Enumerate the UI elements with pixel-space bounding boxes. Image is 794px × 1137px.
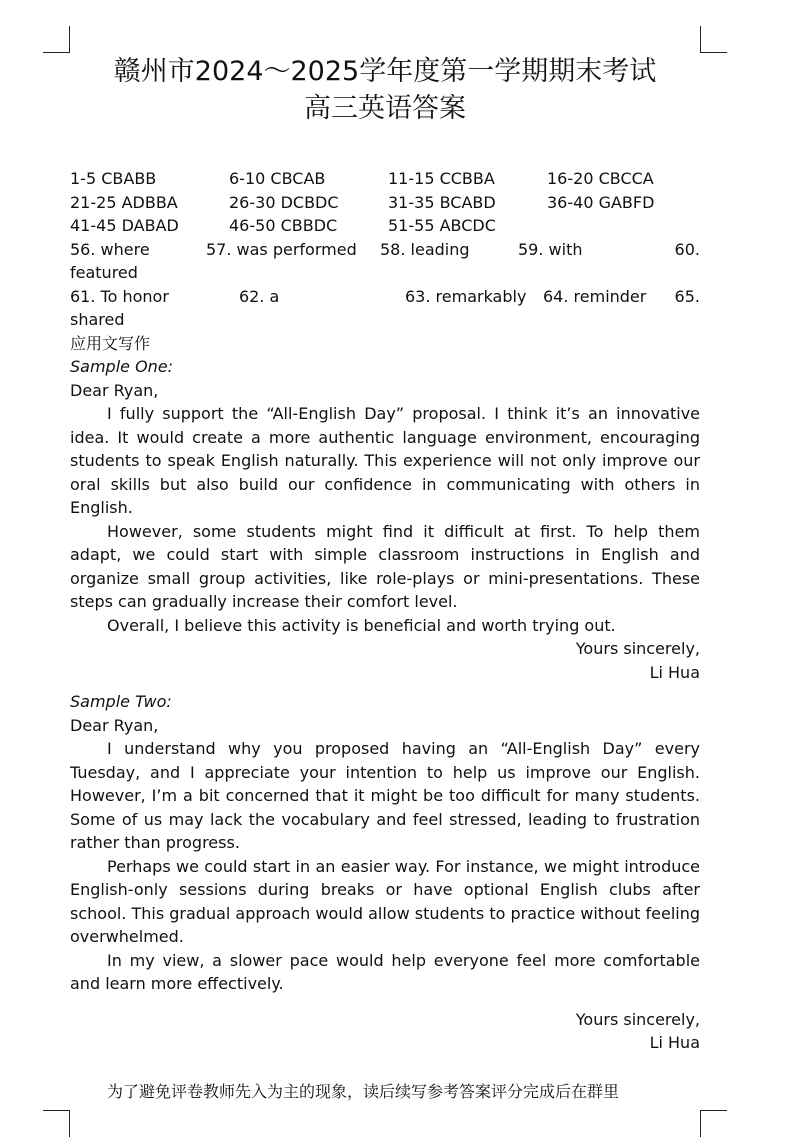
answer-group: 16-20 CBCCA	[547, 169, 654, 188]
fill-answer: 63. remarkably	[405, 286, 527, 306]
crop-mark-top-left	[43, 26, 70, 53]
footer-note: 为了避免评卷教师先入为主的现象，读后续写参考答案评分完成后在群里	[107, 1082, 620, 1101]
answer-group: 21-25 ADBBA	[70, 192, 178, 212]
fill-answer: 61. To honor	[70, 286, 169, 306]
answer-group: 51-55 ABCDC	[388, 216, 496, 235]
answer-group: 36-40 GABFD	[547, 192, 655, 212]
answer-row	[70, 167, 700, 191]
sample-one-label: Sample One:	[70, 357, 174, 376]
exam-title: 赣州市2024～2025学年度第一学期期末考试	[113, 56, 657, 87]
paragraph: I fully support the “All-English Day” proposal. I think it’s an innovative idea. It would create a more authentic language environment, encouraging students to speak English naturally. This experience will not only improve our oral skills but also build our confidence in communicating with others in English.	[70, 404, 700, 517]
paragraph: I understand why you proposed having an “All-English Day” every Tuesday, and I appreciate your intention to help us improve our English. However, I’m a bit concerned that it might be too difficult for many students. Some of us may lack the vocabulary and feel stressed, leading to frustration rather than progress.	[70, 739, 700, 852]
fill-answer: 58. leading	[380, 239, 470, 259]
sample-one-signature: Li Hua	[649, 662, 700, 682]
paragraph: However, some students might find it difficult at first. To help them adapt, we could start with simple classroom instructions in English and organize small group activities, like role-plays or mini-presentations. These steps can gradually increase their comfort level.	[70, 521, 700, 611]
sample-two-closing: Yours sincerely,	[575, 1009, 700, 1029]
fill-answer-row	[70, 238, 700, 262]
answer-group: 6-10 CBCAB	[229, 169, 326, 188]
fill-answer: 59. with	[518, 239, 583, 259]
paragraph: Perhaps we could start in an easier way. For instance, we might introduce English-only sessions during breaks or have optional English clubs after school. This gradual approach would allow students to practice without feeling overwhelmed.	[70, 856, 700, 946]
answer-group: 1-5 CBABB	[70, 169, 157, 188]
answer-group: 11-15 CCBBA	[388, 169, 495, 188]
paragraph: In my view, a slower pace would help everyone feel more comfortable and learn more effectively.	[70, 950, 700, 993]
answer-group: 41-45 DABAD	[70, 216, 179, 235]
fill-answer: 57. was performed	[206, 239, 357, 259]
sample-two-greeting: Dear Ryan,	[70, 715, 159, 735]
crop-mark-top-right	[700, 26, 727, 53]
fill-answer: 60.	[674, 239, 700, 259]
fill-answer-wrap: featured	[70, 263, 138, 282]
sample-one-body	[70, 402, 700, 637]
fill-answer-wrap: shared	[70, 310, 125, 329]
crop-mark-bottom-right	[700, 1110, 727, 1137]
answer-group: 46-50 CBBDC	[229, 216, 338, 235]
answer-row	[70, 214, 700, 238]
crop-mark-bottom-left	[43, 1110, 70, 1137]
fill-answer: 62. a	[239, 286, 280, 306]
fill-answer: 64. reminder	[543, 286, 647, 306]
paragraph: Overall, I believe this activity is beneficial and worth trying out.	[107, 615, 616, 635]
sample-two-signature: Li Hua	[649, 1033, 700, 1052]
sample-two-label: Sample Two:	[70, 692, 172, 711]
sample-one-greeting: Dear Ryan,	[70, 380, 159, 400]
answer-row	[70, 191, 700, 215]
fill-answer-row	[70, 285, 700, 309]
fill-answer: 65.	[674, 286, 700, 306]
sample-two-body	[70, 737, 700, 996]
section-heading: 应用文写作	[70, 333, 151, 353]
answer-group: 31-35 BCABD	[388, 192, 496, 212]
answer-group: 26-30 DCBDC	[229, 192, 339, 212]
sample-one-closing: Yours sincerely,	[575, 639, 700, 658]
answer-content	[70, 167, 700, 1055]
fill-answer: 56. where	[70, 239, 150, 259]
exam-subtitle: 高三英语答案	[304, 93, 466, 124]
